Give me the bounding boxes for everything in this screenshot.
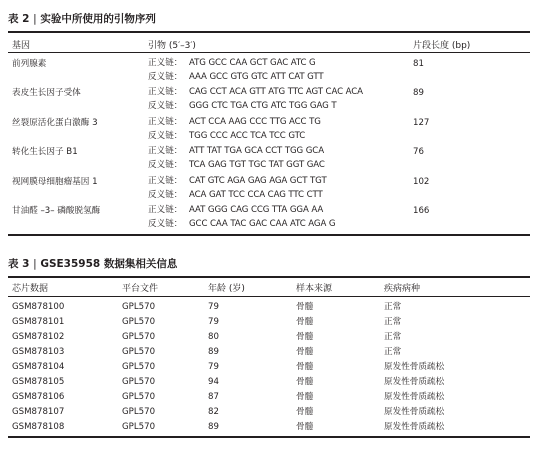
disease-type: 正常 xyxy=(384,317,402,327)
table3-top-rule xyxy=(8,276,530,278)
forward-primer-sequence: CAG CCT ACA GTT ATG TTC AGT CAC ACA xyxy=(189,87,363,98)
age-years: 82 xyxy=(208,407,219,417)
disease-type: 正常 xyxy=(384,332,402,342)
disease-type: 原发性骨质疏松 xyxy=(384,422,445,432)
platform-file: GPL570 xyxy=(122,377,156,387)
forward-primer-sequence: CAT GTC AGA GAG AGA GCT TGT xyxy=(189,175,327,186)
gene-name: 甘油醛 –3– 磷酸脱氢酶 xyxy=(12,206,101,216)
fragment-length: 76 xyxy=(413,147,424,158)
chip-id: GSM878108 xyxy=(12,422,65,432)
disease-type: 原发性骨质疏松 xyxy=(384,407,445,417)
sample-source: 骨髓 xyxy=(296,347,314,357)
table2-caption-label: 表 2 xyxy=(8,13,30,25)
table3-caption-label: 表 3 xyxy=(8,258,30,270)
reverse-primer-sequence: TGG CCC ACC TCA TCC GTC xyxy=(189,130,306,141)
sample-source: 骨髓 xyxy=(296,362,314,372)
forward-primer-sequence: ATT TAT TGA GCA CCT TGG GCA xyxy=(189,146,324,157)
age-years: 79 xyxy=(208,302,219,312)
forward-strand-label: 正义链： xyxy=(148,205,183,215)
platform-file: GPL570 xyxy=(122,392,156,402)
chip-id: GSM878100 xyxy=(12,302,65,312)
age-years: 79 xyxy=(208,362,219,372)
chip-id: GSM878101 xyxy=(12,317,65,327)
reverse-primer-sequence: GGG CTC TGA CTG ATC TGG GAG T xyxy=(189,101,337,112)
fragment-length: 166 xyxy=(413,206,430,216)
age-years: 80 xyxy=(208,332,219,342)
age-years: 94 xyxy=(208,377,219,387)
fragment-length: 102 xyxy=(413,176,430,187)
table3-caption xyxy=(8,256,177,271)
table3-caption-title: GSE35958 数据集相关信息 xyxy=(40,258,178,270)
sample-source: 骨髓 xyxy=(296,422,314,432)
forward-strand-label: 正义链： xyxy=(148,146,183,157)
reverse-strand-label: 反义链： xyxy=(148,130,183,141)
age-years: 89 xyxy=(208,422,219,432)
reverse-primer-sequence: AAA GCC GTG GTC ATT CAT GTT xyxy=(189,72,324,82)
table3-header-platform: 平台文件 xyxy=(122,284,159,294)
gene-name: 前列腺素 xyxy=(12,59,47,69)
table2-header-rule xyxy=(8,52,530,53)
table2-bottom-rule xyxy=(8,234,530,236)
table3-header-chip: 芯片数据 xyxy=(12,284,49,294)
platform-file: GPL570 xyxy=(122,302,156,312)
table2-caption-title: 实验中所使用的引物序列 xyxy=(40,13,156,25)
disease-type: 正常 xyxy=(384,302,402,312)
age-years: 79 xyxy=(208,317,219,327)
forward-strand-label: 正义链： xyxy=(148,87,183,98)
chip-id: GSM878106 xyxy=(12,392,65,402)
fragment-length: 89 xyxy=(413,88,424,99)
reverse-strand-label: 反义链： xyxy=(148,101,183,112)
age-years: 87 xyxy=(208,392,219,402)
table3-header-sample: 样本来源 xyxy=(296,284,333,294)
fragment-length: 81 xyxy=(413,59,424,69)
disease-type: 原发性骨质疏松 xyxy=(384,362,445,372)
disease-type: 原发性骨质疏松 xyxy=(384,377,445,387)
table3-header-rule xyxy=(8,296,530,297)
reverse-primer-sequence: ACA GAT TCC CCA CAG TTC CTT xyxy=(189,189,323,200)
forward-primer-sequence: ACT CCA AAG CCC TTG ACC TG xyxy=(189,116,321,127)
chip-id: GSM878103 xyxy=(12,347,65,357)
sample-source: 骨髓 xyxy=(296,302,314,312)
gene-name: 表皮生长因子受体 xyxy=(12,88,81,99)
chip-id: GSM878105 xyxy=(12,377,65,387)
table2-header-primer: 引物 (5′–3′) xyxy=(148,41,196,51)
chip-id: GSM878102 xyxy=(12,332,65,342)
sample-source: 骨髓 xyxy=(296,407,314,417)
reverse-strand-label: 反义链： xyxy=(148,72,183,82)
table2-header-length: 片段长度 (bp) xyxy=(413,41,471,51)
platform-file: GPL570 xyxy=(122,332,156,342)
disease-type: 原发性骨质疏松 xyxy=(384,392,445,402)
gene-name: 转化生长因子 B1 xyxy=(12,147,78,158)
forward-primer-sequence: AAT GGG CAG CCG TTA GGA AA xyxy=(189,205,324,215)
gene-name: 视网膜母细胞瘤基因 1 xyxy=(12,176,98,187)
sample-source: 骨髓 xyxy=(296,392,314,402)
forward-strand-label: 正义链： xyxy=(148,175,183,186)
platform-file: GPL570 xyxy=(122,347,156,357)
fragment-length: 127 xyxy=(413,117,430,128)
reverse-strand-label: 反义链： xyxy=(148,219,183,229)
sample-source: 骨髓 xyxy=(296,317,314,327)
platform-file: GPL570 xyxy=(122,407,156,417)
table3-bottom-rule xyxy=(8,436,530,438)
table2-caption-separator: | xyxy=(33,13,37,25)
sample-source: 骨髓 xyxy=(296,332,314,342)
age-years: 89 xyxy=(208,347,219,357)
reverse-primer-sequence: GCC CAA TAC GAC CAA ATC AGA G xyxy=(189,219,336,229)
table2-header-gene: 基因 xyxy=(12,41,31,51)
disease-type: 正常 xyxy=(384,347,402,357)
table2-caption xyxy=(8,11,156,26)
reverse-strand-label: 反义链： xyxy=(148,189,183,200)
table3-header-disease: 疾病病种 xyxy=(384,284,421,294)
table3-header-age: 年龄 (岁) xyxy=(208,284,245,294)
platform-file: GPL570 xyxy=(122,362,156,372)
chip-id: GSM878107 xyxy=(12,407,65,417)
gene-name: 丝裂原活化蛋白激酶 3 xyxy=(12,117,98,128)
forward-strand-label: 正义链： xyxy=(148,58,183,68)
forward-strand-label: 正义链： xyxy=(148,116,183,127)
platform-file: GPL570 xyxy=(122,422,156,432)
reverse-primer-sequence: TCA GAG TGT TGC TAT GGT GAC xyxy=(189,160,325,171)
reverse-strand-label: 反义链： xyxy=(148,160,183,171)
platform-file: GPL570 xyxy=(122,317,156,327)
forward-primer-sequence: ATG GCC CAA GCT GAC ATC G xyxy=(189,58,316,68)
table2-top-rule xyxy=(8,31,530,33)
table3-caption-separator: | xyxy=(33,258,37,270)
chip-id: GSM878104 xyxy=(12,362,65,372)
sample-source: 骨髓 xyxy=(296,377,314,387)
